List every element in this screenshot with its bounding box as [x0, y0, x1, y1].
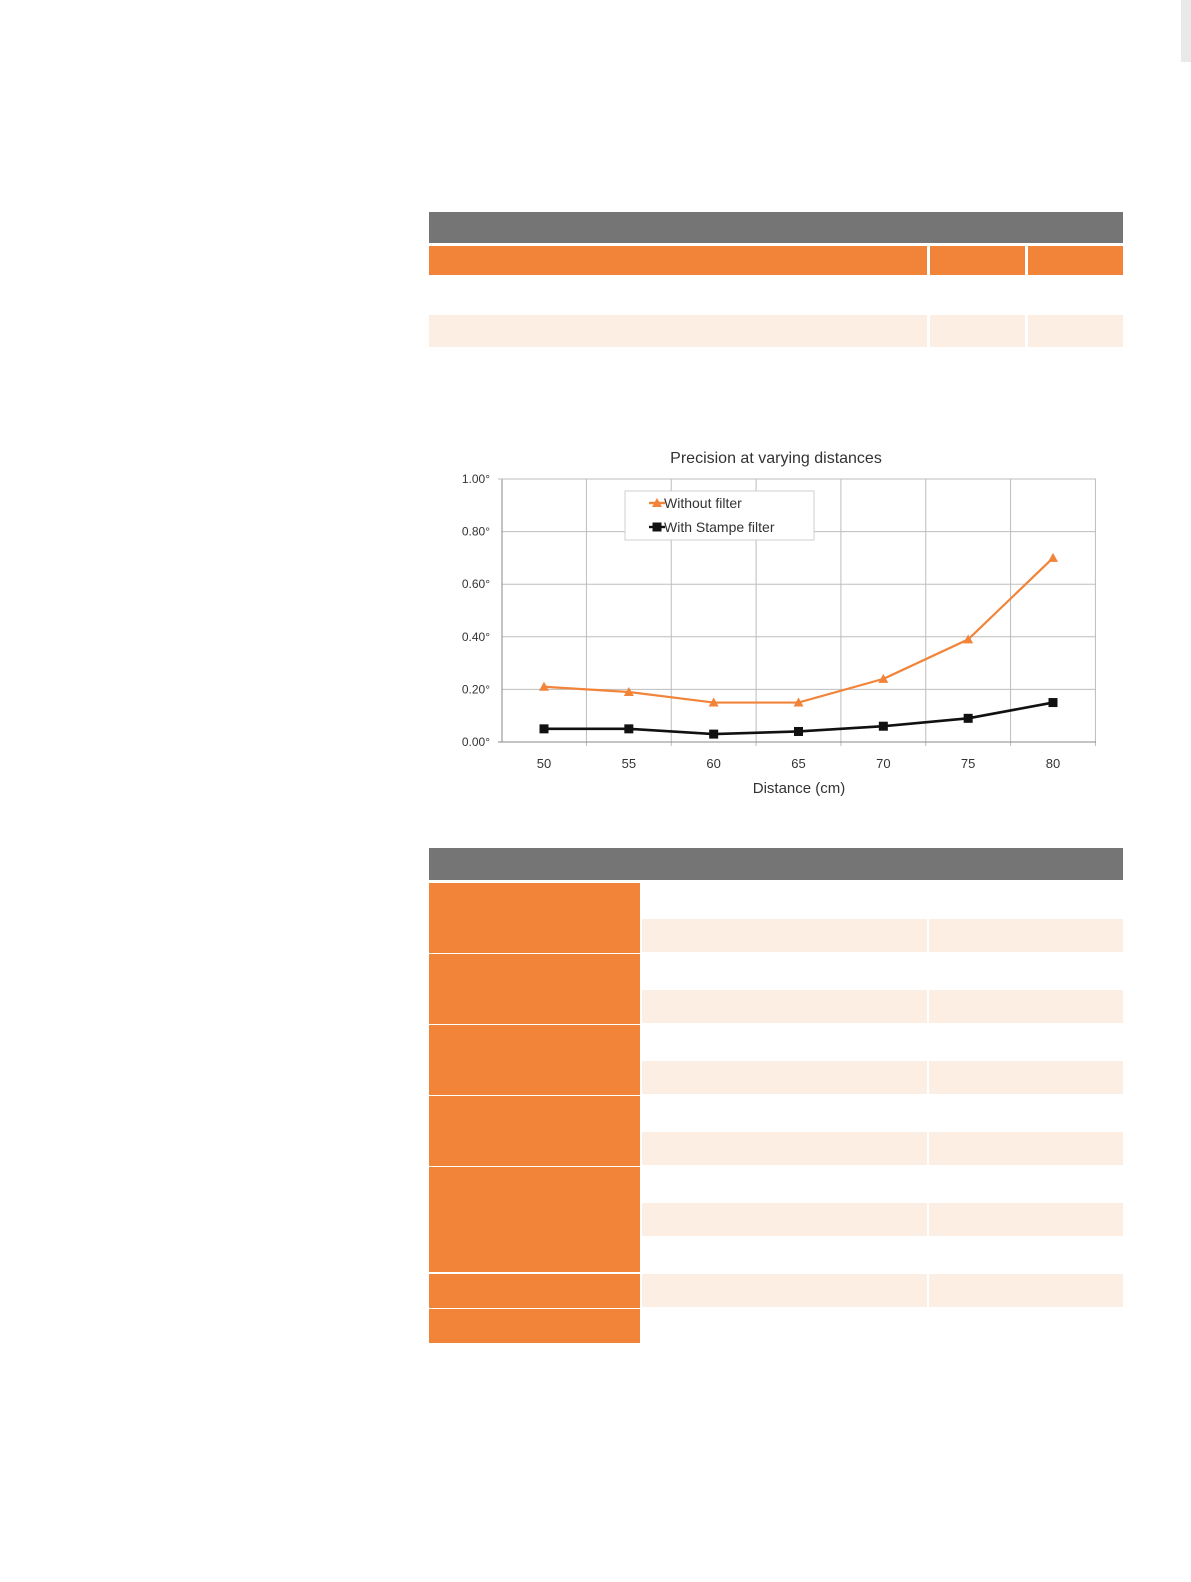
x-tick-label: 50	[536, 756, 552, 771]
series-triangle	[539, 553, 1058, 707]
table-cell	[642, 990, 927, 1024]
data-point-square	[794, 727, 803, 736]
table-cell	[642, 919, 927, 953]
x-tick-label: 75	[960, 756, 976, 771]
table-row-header	[429, 1167, 640, 1272]
table-header-cell	[1028, 246, 1123, 275]
table-title-bar	[429, 212, 1123, 243]
y-tick-label: 0.20°	[461, 682, 490, 697]
table-cell	[929, 1132, 1123, 1166]
y-tick-label: 0.00°	[461, 735, 490, 749]
table-cell	[642, 1274, 927, 1308]
data-point-square	[964, 714, 973, 723]
data-point-square	[540, 724, 549, 733]
x-tick-label: 60	[706, 756, 721, 771]
data-point-square	[709, 730, 718, 739]
table-row-header	[429, 1096, 640, 1166]
data-point-triangle	[1048, 553, 1058, 562]
chart-title: Precision at varying distances	[670, 450, 882, 467]
chart-series	[539, 553, 1058, 739]
table-row-header	[429, 1025, 640, 1095]
table-row-header	[429, 1274, 640, 1308]
table-header-cell	[930, 246, 1025, 275]
table-title-bar	[429, 848, 1123, 880]
y-tick-label: 0.40°	[461, 629, 490, 644]
table-cell	[642, 1061, 927, 1095]
table-cell	[929, 990, 1123, 1024]
table-cell	[642, 1132, 927, 1166]
x-axis-ticks	[537, 756, 1060, 771]
precision-line-chart	[429, 436, 1123, 806]
y-tick-label: 0.60°	[461, 577, 490, 592]
table-cell	[1028, 315, 1123, 347]
x-tick-label: 70	[876, 756, 891, 771]
y-tick-label: 1.00°	[461, 472, 490, 486]
table-cell	[642, 1203, 927, 1237]
table-row-header	[429, 954, 640, 1024]
x-axis-label: Distance (cm)	[752, 780, 846, 797]
table-row	[429, 278, 1123, 312]
data-point-square	[653, 523, 662, 532]
y-axis-ticks	[462, 472, 490, 749]
table-cell	[929, 919, 1123, 953]
data-point-square	[624, 724, 633, 733]
chart-legend	[625, 491, 814, 540]
table-row-header	[429, 883, 640, 953]
table-cell	[929, 1061, 1123, 1095]
data-point-square	[1049, 698, 1058, 707]
table-cell	[929, 1274, 1123, 1308]
legend-label: Without filter	[664, 495, 742, 511]
table-row-header	[429, 1309, 640, 1343]
table-cell	[429, 315, 927, 347]
x-tick-label: 55	[621, 756, 637, 771]
series-line	[544, 558, 1053, 703]
page-edge-shade	[1181, 0, 1191, 62]
y-tick-label: 0.80°	[461, 524, 490, 539]
legend-label: With Stampe filter	[664, 519, 775, 535]
x-tick-label: 80	[1045, 756, 1061, 771]
table-cell	[930, 315, 1025, 347]
table-header-cell	[429, 246, 927, 275]
x-tick-label: 65	[791, 756, 806, 771]
table-cell	[929, 1203, 1123, 1237]
data-point-square	[879, 722, 888, 731]
